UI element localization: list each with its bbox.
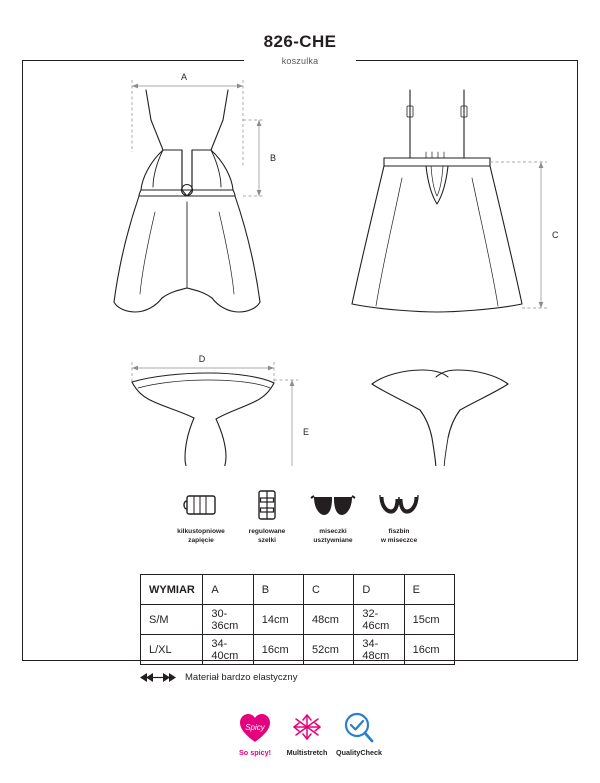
feature-label: kilkustopniowe zapięcie (177, 528, 225, 544)
adjustable-strap-icon (236, 486, 298, 524)
table-header-cell: D (354, 575, 404, 605)
elastic-note (140, 672, 297, 683)
table-header-row (141, 575, 455, 605)
feature-underwire (368, 486, 430, 546)
table-header-cell: A (203, 575, 253, 605)
table-cell: 48cm (304, 605, 354, 635)
feature-label: fiszbin w miseczce (380, 528, 418, 544)
feature-label: miseczki usztywniane (313, 528, 353, 544)
table-header-cell: B (253, 575, 303, 605)
badge-label: Multistretch (286, 748, 328, 757)
table-cell: 34-40cm (203, 635, 253, 665)
dimension-label-c: C (552, 230, 559, 240)
feature-hook-clasp (170, 486, 232, 546)
table-cell: 52cm (304, 635, 354, 665)
underwire-icon (368, 486, 430, 524)
badge-label: QualityCheck (336, 748, 382, 757)
page-subtitle: koszulka (281, 56, 319, 66)
svg-text:Spicy: Spicy (245, 723, 265, 732)
quality-check-icon (336, 710, 382, 746)
elastic-note-text: Materiał bardzo elastyczny (185, 672, 298, 683)
badge-so-spicy (232, 710, 278, 757)
feature-adjustable-strap (236, 486, 298, 546)
multistretch-icon (284, 710, 330, 746)
table-cell: 16cm (404, 635, 454, 665)
spicy-heart-icon (232, 710, 278, 746)
badge-label: So spicy! (239, 748, 271, 757)
table-header-cell: C (304, 575, 354, 605)
dimension-label-a: A (180, 72, 188, 82)
table-cell: 34-48cm (354, 635, 404, 665)
feature-padded-cup (302, 486, 364, 546)
dimension-label-e: E (303, 427, 310, 437)
feature-icons (170, 486, 430, 546)
badge-qualitycheck (336, 710, 382, 757)
table-row (141, 635, 455, 665)
table-cell: 15cm (404, 605, 454, 635)
dimension-label-b: B (270, 153, 277, 163)
size-label: L/XL (141, 635, 203, 665)
size-table (140, 574, 455, 665)
hook-clasp-icon (170, 486, 232, 524)
frame-top-right (356, 60, 578, 61)
table-header-cell: WYMIAR (141, 575, 203, 605)
size-label: S/M (141, 605, 203, 635)
technical-drawings (22, 66, 578, 466)
table-cell: 16cm (253, 635, 303, 665)
padded-cup-icon (302, 486, 364, 524)
feature-label: regulowane szelki (248, 528, 286, 544)
dimension-label-d: D (198, 354, 206, 364)
table-row (141, 605, 455, 635)
table-header-cell: E (404, 575, 454, 605)
frame-top-left (22, 60, 244, 61)
page-title: 826-CHE (263, 32, 337, 51)
double-arrow-icon (140, 672, 176, 683)
table-cell: 30-36cm (203, 605, 253, 635)
brand-badges (232, 710, 382, 757)
table-cell: 14cm (253, 605, 303, 635)
badge-multistretch (284, 710, 330, 757)
table-cell: 32-46cm (354, 605, 404, 635)
